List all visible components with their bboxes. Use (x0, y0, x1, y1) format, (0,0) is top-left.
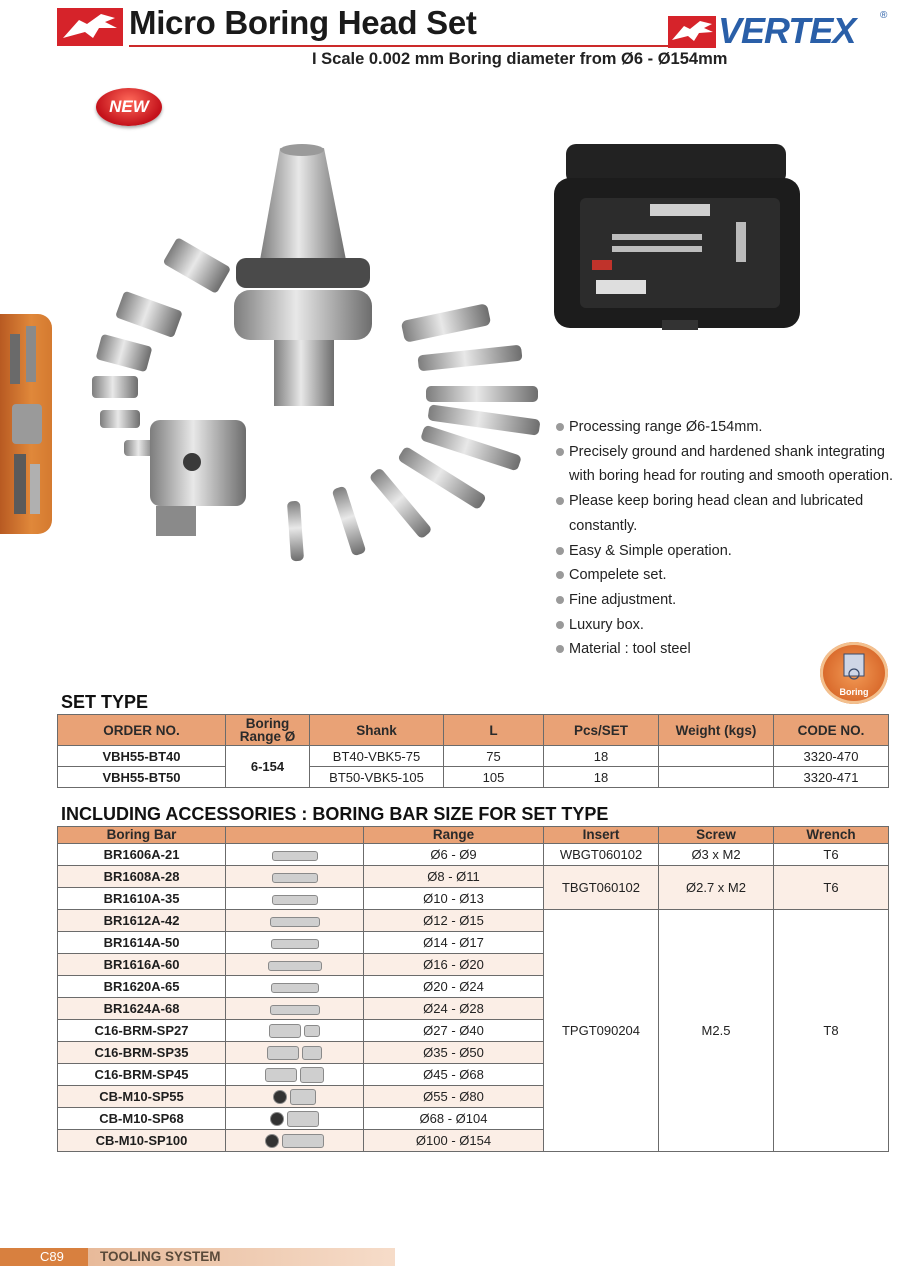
range-cell: Ø27 - Ø40 (364, 1020, 544, 1042)
bullet-icon (556, 621, 564, 629)
feature-item: Processing range Ø6-154mm. (556, 415, 896, 440)
boring-bar-thumbnail (226, 1108, 364, 1130)
column-header (226, 827, 364, 844)
code-no-cell: 3320-471 (774, 767, 889, 788)
page-title: Micro Boring Head Set (129, 4, 477, 41)
insert-holder-icon (300, 1067, 324, 1083)
boring-bar-thumbnail (226, 844, 364, 866)
range-cell: Ø6 - Ø9 (364, 844, 544, 866)
weight-cell (659, 767, 774, 788)
table-row (58, 746, 889, 767)
range-cell: Ø100 - Ø154 (364, 1130, 544, 1152)
length-cell: 75 (444, 746, 544, 767)
column-header: Weight (kgs) (659, 715, 774, 746)
boring-bar-icon (272, 873, 318, 883)
bullet-icon (556, 547, 564, 555)
range-cell: Ø55 - Ø80 (364, 1086, 544, 1108)
bullet-icon (556, 423, 564, 431)
boring-bar-cell: CB-M10-SP100 (58, 1130, 226, 1152)
range-cell: Ø12 - Ø15 (364, 910, 544, 932)
feature-list (556, 415, 896, 662)
boring-bar-icon (272, 895, 318, 905)
boring-bar-cell: C16-BRM-SP45 (58, 1064, 226, 1086)
boring-bar-thumbnail (226, 866, 364, 888)
feature-item: Please keep boring head clean and lubricated constantly. (556, 489, 896, 538)
boring-bar-thumbnail (226, 932, 364, 954)
column-header: Boring Bar (58, 827, 226, 844)
feature-item: Fine adjustment. (556, 588, 896, 613)
boring-bar-icon (267, 1046, 299, 1060)
insert-holder-icon (282, 1134, 324, 1148)
feature-item: Material : tool steel (556, 637, 896, 662)
set-type-heading: SET TYPE (61, 692, 149, 712)
bar-holder-icon (270, 1112, 284, 1126)
boring-bar-cell: BR1620A-65 (58, 976, 226, 998)
boring-bar-cell: C16-BRM-SP27 (58, 1020, 226, 1042)
wrench-cell: T6 (774, 866, 889, 910)
bullet-icon (556, 497, 564, 505)
column-header: Shank (310, 715, 444, 746)
pcs-cell: 18 (544, 767, 659, 788)
insert-cell: TBGT060102 (544, 866, 659, 910)
boring-bar-cell: BR1610A-35 (58, 888, 226, 910)
brand-eagle-icon (668, 16, 716, 48)
column-header: Screw (659, 827, 774, 844)
insert-holder-icon (290, 1089, 316, 1105)
luxury-box-case-image (552, 142, 802, 334)
range-cell: Ø10 - Ø13 (364, 888, 544, 910)
code-no-cell: 3320-470 (774, 746, 889, 767)
feature-item: Precisely ground and hardened shank integrating with boring head for routing and smooth operation. (556, 440, 896, 489)
weight-cell (659, 746, 774, 767)
boring-bar-icon (271, 983, 319, 993)
boring-bar-thumbnail (226, 976, 364, 998)
column-header: CODE NO. (774, 715, 889, 746)
bullet-icon (556, 645, 564, 653)
column-header: L (444, 715, 544, 746)
screw-cell: Ø3 x M2 (659, 844, 774, 866)
side-tab-image (0, 314, 52, 534)
column-header: Wrench (774, 827, 889, 844)
screw-cell: M2.5 (659, 910, 774, 1152)
boring-bar-cell: BR1608A-28 (58, 866, 226, 888)
boring-bar-thumbnail (226, 1130, 364, 1152)
accessories-heading: INCLUDING ACCESSORIES : BORING BAR SIZE FOR SET TYPE (61, 804, 609, 824)
set-type-table (57, 714, 889, 788)
brand-logo: VERTEX (718, 10, 856, 51)
boring-bar-thumbnail (226, 954, 364, 976)
shank-cell: BT50-VBK5-105 (310, 767, 444, 788)
column-header: Pcs/SET (544, 715, 659, 746)
table-row (58, 767, 889, 788)
boring-bar-thumbnail (226, 1042, 364, 1064)
boring-bar-cell: BR1612A-42 (58, 910, 226, 932)
table-row (58, 910, 889, 932)
order-no-cell: VBH55-BT40 (58, 746, 226, 767)
boring-bar-thumbnail (226, 1020, 364, 1042)
bullet-icon (556, 448, 564, 456)
bar-holder-icon (265, 1134, 279, 1148)
boring-bar-cell: BR1616A-60 (58, 954, 226, 976)
range-cell: Ø24 - Ø28 (364, 998, 544, 1020)
range-cell: Ø14 - Ø17 (364, 932, 544, 954)
bar-holder-icon (273, 1090, 287, 1104)
boring-set-components-image (84, 140, 554, 580)
length-cell: 105 (444, 767, 544, 788)
boring-bar-cell: C16-BRM-SP35 (58, 1042, 226, 1064)
page-subtitle: I Scale 0.002 mm Boring diameter from Ø6 - Ø154mm (312, 50, 728, 68)
boring-bar-icon (265, 1068, 297, 1082)
column-header: Boring Range Ø (226, 715, 310, 746)
table-header-row (58, 827, 889, 844)
boring-bar-icon (269, 1024, 301, 1038)
feature-item: Compelete set. (556, 563, 896, 588)
boring-badge-label: Boring (839, 687, 869, 697)
boring-bar-thumbnail (226, 910, 364, 932)
range-cell: Ø20 - Ø24 (364, 976, 544, 998)
screw-cell: Ø2.7 x M2 (659, 866, 774, 910)
bullet-icon (556, 571, 564, 579)
boring-bar-cell: CB-M10-SP55 (58, 1086, 226, 1108)
range-cell: Ø16 - Ø20 (364, 954, 544, 976)
brand-registered-mark: ® (880, 10, 888, 21)
boring-bar-icon (268, 961, 322, 971)
range-cell: Ø8 - Ø11 (364, 866, 544, 888)
table-row (58, 866, 889, 888)
table-row (58, 844, 889, 866)
order-no-cell: VBH55-BT50 (58, 767, 226, 788)
table-header-row (58, 715, 889, 746)
boring-bar-thumbnail (226, 1086, 364, 1108)
new-badge: NEW (96, 88, 162, 126)
boring-bar-cell: BR1614A-50 (58, 932, 226, 954)
range-cell: Ø35 - Ø50 (364, 1042, 544, 1064)
insert-cell: TPGT090204 (544, 910, 659, 1152)
pcs-cell: 18 (544, 746, 659, 767)
range-cell: Ø45 - Ø68 (364, 1064, 544, 1086)
eagle-logo-icon (57, 8, 123, 46)
boring-bar-cell: BR1606A-21 (58, 844, 226, 866)
insert-holder-icon (287, 1111, 319, 1127)
boring-bar-thumbnail (226, 1064, 364, 1086)
boring-bar-icon (271, 939, 319, 949)
footer-section-title: TOOLING SYSTEM (100, 1249, 221, 1264)
insert-holder-icon (302, 1046, 322, 1060)
boring-bar-cell: BR1624A-68 (58, 998, 226, 1020)
feature-item: Easy & Simple operation. (556, 539, 896, 564)
boring-bar-icon (270, 1005, 320, 1015)
page-number: C89 (40, 1249, 64, 1264)
accessories-table (57, 826, 889, 1152)
feature-item: Luxury box. (556, 613, 896, 638)
boring-bar-icon (272, 851, 318, 861)
boring-bar-thumbnail (226, 888, 364, 910)
boring-bar-icon (270, 917, 320, 927)
bullet-icon (556, 596, 564, 604)
range-cell: Ø68 - Ø104 (364, 1108, 544, 1130)
wrench-cell: T8 (774, 910, 889, 1152)
boring-bar-thumbnail (226, 998, 364, 1020)
insert-holder-icon (304, 1025, 320, 1037)
insert-cell: WBGT060102 (544, 844, 659, 866)
column-header: ORDER NO. (58, 715, 226, 746)
boring-bar-cell: CB-M10-SP68 (58, 1108, 226, 1130)
boring-range-cell: 6-154 (226, 746, 310, 788)
column-header: Range (364, 827, 544, 844)
title-underline (129, 45, 669, 47)
shank-cell: BT40-VBK5-75 (310, 746, 444, 767)
column-header: Insert (544, 827, 659, 844)
wrench-cell: T6 (774, 844, 889, 866)
